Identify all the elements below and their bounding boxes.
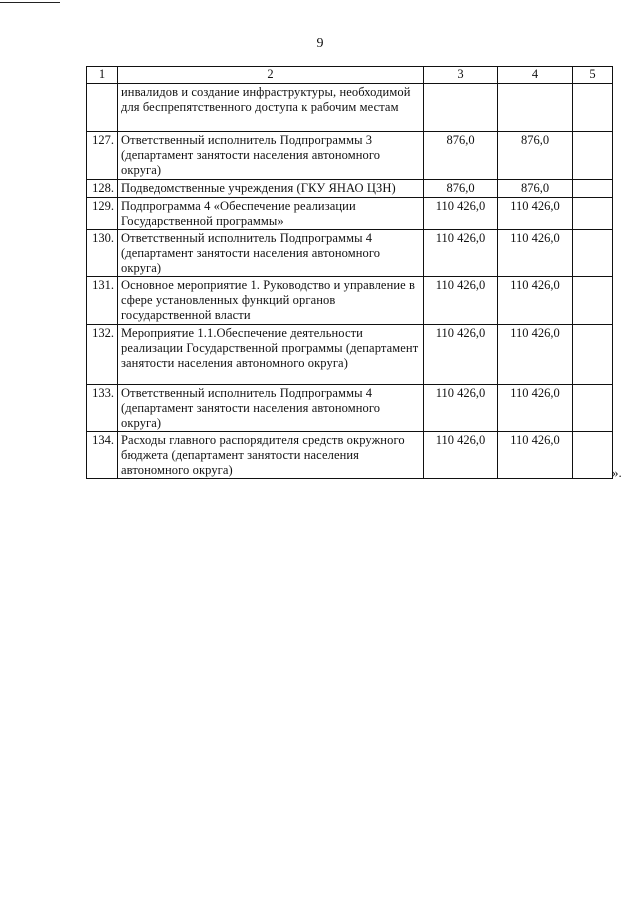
table-row	[87, 432, 613, 479]
row-description-cell: Ответственный исполнитель Подпрограммы 3 (департамент занятости населения автономного округа)	[118, 132, 424, 180]
row-value-col4-cell: 876,0	[498, 180, 573, 198]
row-description-cell: инвалидов и создание инфраструктуры, необходимой для беспрепятственного доступа к рабочим местам	[118, 84, 424, 132]
row-value-col3-cell: 110 426,0	[424, 385, 498, 432]
row-value-col5-cell	[573, 385, 613, 432]
row-value-col5-cell	[573, 132, 613, 180]
table-row	[87, 230, 613, 277]
row-description-cell: Основное мероприятие 1. Руководство и управление в сфере установленных функций органов государственной власти	[118, 277, 424, 325]
row-number-cell: 129.	[87, 198, 118, 230]
header-cell-1: 1	[87, 67, 118, 84]
row-number-cell: 134.	[87, 432, 118, 479]
row-value-col4-cell: 110 426,0	[498, 432, 573, 479]
row-value-col4-cell: 110 426,0	[498, 277, 573, 325]
row-number-cell	[87, 84, 118, 132]
row-value-col4-cell: 110 426,0	[498, 325, 573, 385]
row-description-cell: Ответственный исполнитель Подпрограммы 4 (департамент занятости населения автономного округа)	[118, 385, 424, 432]
row-value-col3-cell: 110 426,0	[424, 432, 498, 479]
header-cell-3: 3	[424, 67, 498, 84]
row-description-cell: Подпрограмма 4 «Обеспечение реализации Государственной программы»	[118, 198, 424, 230]
table-header-row	[87, 67, 613, 84]
row-value-col3-cell: 876,0	[424, 180, 498, 198]
row-number-cell: 127.	[87, 132, 118, 180]
row-value-col3-cell: 110 426,0	[424, 198, 498, 230]
table-row	[87, 198, 613, 230]
row-value-col4-cell: 110 426,0	[498, 198, 573, 230]
row-number-cell: 133.	[87, 385, 118, 432]
row-value-col3-cell: 110 426,0	[424, 325, 498, 385]
budget-table	[86, 66, 613, 479]
row-number-cell: 128.	[87, 180, 118, 198]
closing-quote-mark: ».	[612, 465, 622, 480]
row-value-col4-cell	[498, 84, 573, 132]
row-value-col3-cell: 876,0	[424, 132, 498, 180]
header-cell-5: 5	[573, 67, 613, 84]
row-value-col5-cell	[573, 230, 613, 277]
row-value-col4-cell: 876,0	[498, 132, 573, 180]
row-number-cell: 132.	[87, 325, 118, 385]
row-number-cell: 130.	[87, 230, 118, 277]
row-description-cell: Расходы главного распорядителя средств окружного бюджета (департамент занятости населения автономного округа)	[118, 432, 424, 479]
table-row	[87, 180, 613, 198]
row-description-cell: Ответственный исполнитель Подпрограммы 4 (департамент занятости населения автономного округа)	[118, 230, 424, 277]
row-value-col5-cell	[573, 198, 613, 230]
corner-rule	[0, 2, 60, 3]
table-row	[87, 385, 613, 432]
row-description-cell: Мероприятие 1.1.Обеспечение деятельности реализации Государственной программы (департамент занятости населения автономного округа)	[118, 325, 424, 385]
header-cell-2: 2	[118, 67, 424, 84]
row-number-cell: 131.	[87, 277, 118, 325]
row-value-col5-cell	[573, 277, 613, 325]
row-value-col3-cell: 110 426,0	[424, 277, 498, 325]
row-description-cell: Подведомственные учреждения (ГКУ ЯНАО ЦЗН)	[118, 180, 424, 198]
row-value-col5-cell	[573, 325, 613, 385]
table-row	[87, 325, 613, 385]
row-value-col4-cell: 110 426,0	[498, 230, 573, 277]
table-row	[87, 84, 613, 132]
page-number: 9	[316, 36, 324, 51]
table-row	[87, 277, 613, 325]
row-value-col5-cell	[573, 180, 613, 198]
header-cell-4: 4	[498, 67, 573, 84]
row-value-col3-cell: 110 426,0	[424, 230, 498, 277]
row-value-col5-cell	[573, 432, 613, 479]
row-value-col5-cell	[573, 84, 613, 132]
row-value-col4-cell: 110 426,0	[498, 385, 573, 432]
row-value-col3-cell	[424, 84, 498, 132]
table-row	[87, 132, 613, 180]
